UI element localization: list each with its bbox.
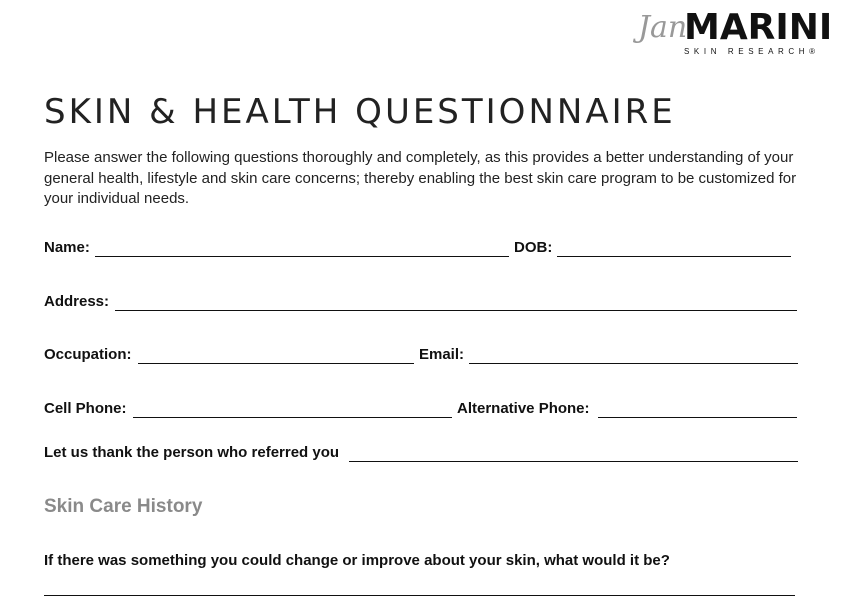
dob-field[interactable] xyxy=(557,256,791,257)
referral-label: Let us thank the person who referred you xyxy=(44,444,340,461)
alt-phone-label: Alternative Phone: xyxy=(457,400,590,417)
referral-field[interactable] xyxy=(349,461,798,462)
question-label: If there was something you could change or improve about your skin, what would it be? xyxy=(44,552,670,569)
name-label: Name: xyxy=(44,239,90,256)
section-heading: Skin Care History xyxy=(44,496,203,517)
intro-text: Please answer the following questions thoroughly and completely, as this provides a better understanding of your general health, lifestyle and skin care concerns; thereby enabling the best skin care program to be customized for your individual needs. xyxy=(44,149,797,207)
email-field[interactable] xyxy=(469,363,798,364)
occupation-field[interactable] xyxy=(138,363,414,364)
logo-script: Jan xyxy=(638,10,688,45)
logo-brand: MARINI xyxy=(684,7,833,48)
address-label: Address: xyxy=(44,293,110,310)
alt-phone-field[interactable] xyxy=(598,417,797,418)
cell-phone-field[interactable] xyxy=(133,417,452,418)
email-label: Email: xyxy=(419,346,465,363)
cell-phone-label: Cell Phone: xyxy=(44,400,127,417)
address-field[interactable] xyxy=(115,310,797,311)
question-answer-field[interactable] xyxy=(44,595,795,596)
page-title: SKIN & HEALTH QUESTIONNAIRE xyxy=(44,92,676,132)
name-field[interactable] xyxy=(95,256,509,257)
occupation-label: Occupation: xyxy=(44,346,132,363)
logo-tagline: SKIN RESEARCH® xyxy=(684,47,820,56)
dob-label: DOB: xyxy=(514,239,553,256)
